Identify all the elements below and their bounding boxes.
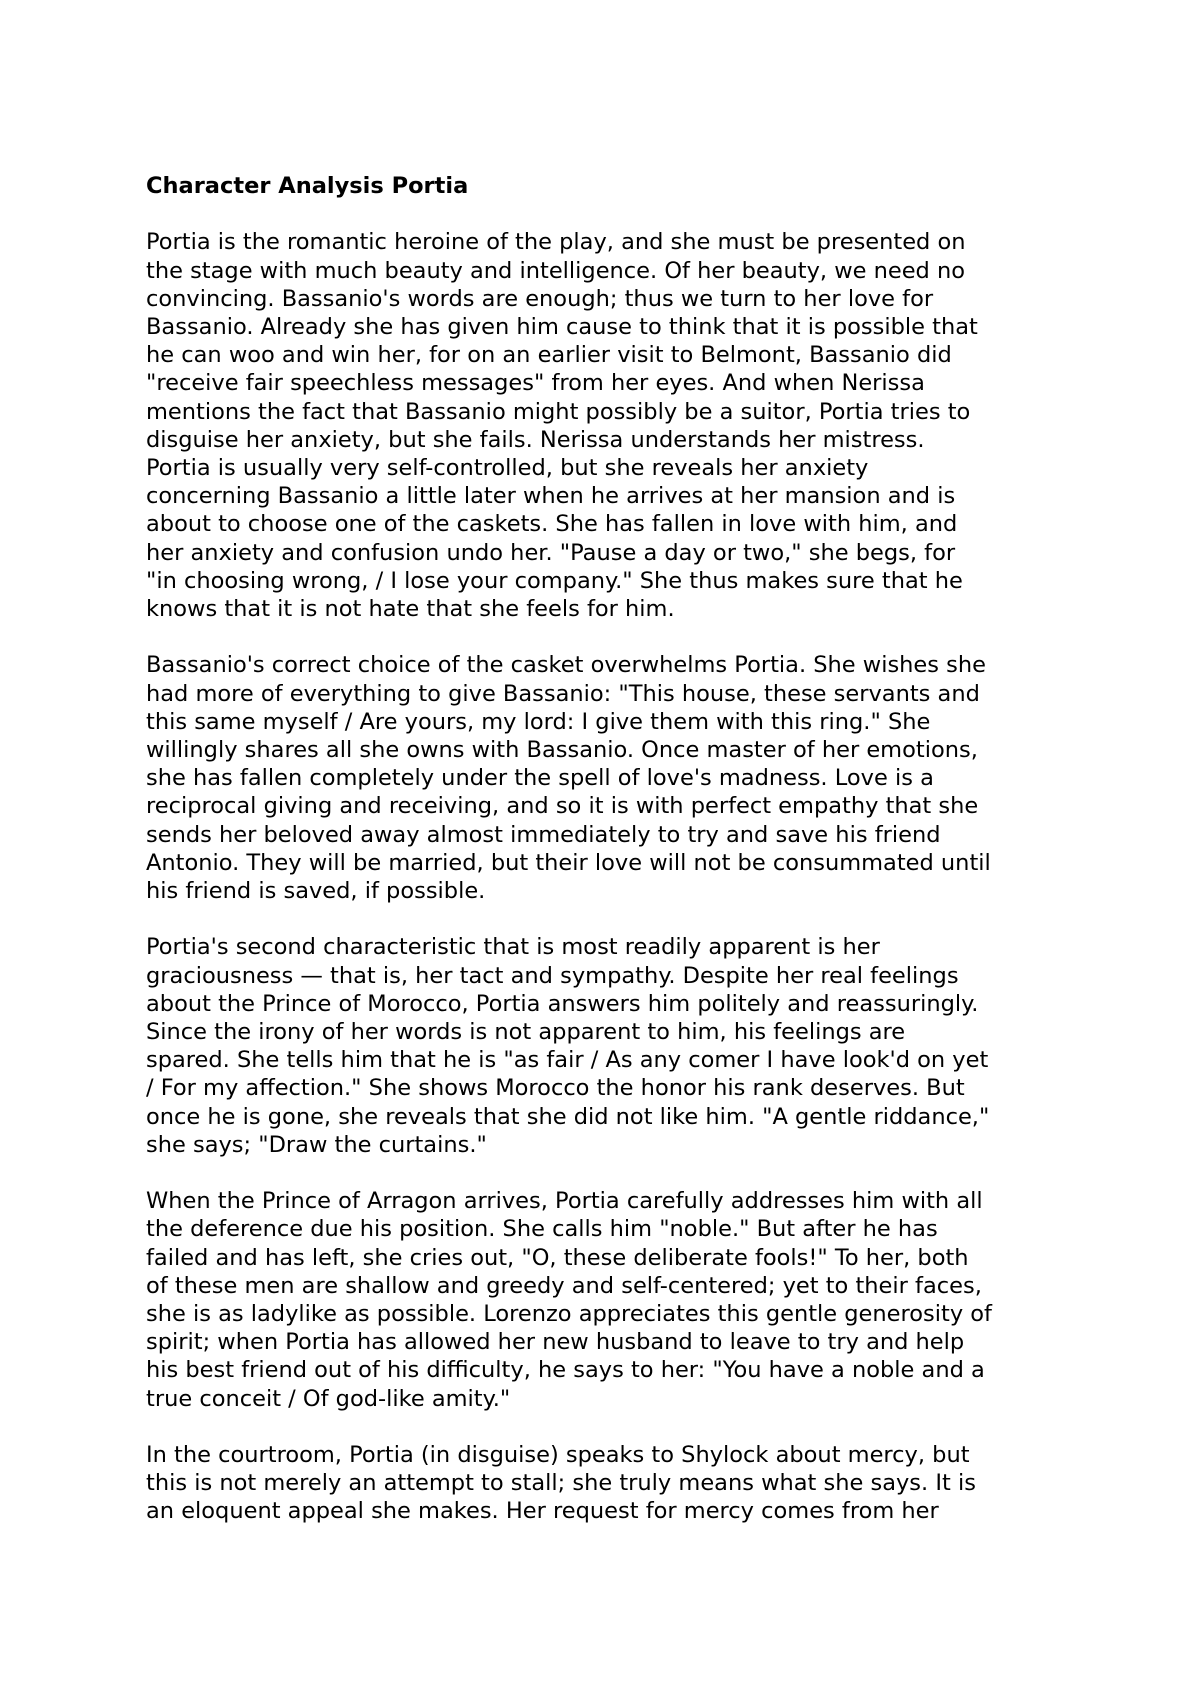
paragraph [146, 933, 1066, 1159]
paragraph-line: sends her beloved away almost immediately to try and save his friend [146, 821, 941, 848]
paragraph-line: In the courtroom, Portia (in disguise) speaks to Shylock about mercy, but [146, 1442, 970, 1469]
document-body [146, 172, 1066, 1526]
document-title: Character Analysis Portia [146, 173, 469, 199]
paragraph [146, 1441, 1066, 1526]
paragraph-line: When the Prince of Arragon arrives, Portia carefully addresses him with all [146, 1188, 983, 1215]
paragraph-line: once he is gone, she reveals that she did not like him. "A gentle riddance," [146, 1103, 990, 1130]
title-spacer [146, 200, 1066, 228]
paragraph-line: reciprocal giving and receiving, and so it is with perfect empathy that she [146, 793, 979, 820]
paragraph-line: spirit; when Portia has allowed her new husband to leave to try and help [146, 1329, 965, 1356]
paragraph-line: Portia's second characteristic that is most readily apparent is her [146, 934, 880, 961]
paragraph-line: this is not merely an attempt to stall; she truly means what she says. It is [146, 1470, 976, 1497]
paragraph-line: Antonio. They will be married, but their love will not be consummated until [146, 849, 991, 876]
paragraph-line: about to choose one of the caskets. She has fallen in love with him, and [146, 511, 958, 538]
paragraph-line: disguise her anxiety, but she fails. Nerissa understands her mistress. [146, 426, 925, 453]
paragraph [146, 1187, 1066, 1413]
paragraph-line: failed and has left, she cries out, "O, these deliberate fools!" To her, both [146, 1244, 969, 1271]
paragraph-line: true conceit / Of god-like amity." [146, 1385, 511, 1412]
paragraph [146, 228, 1066, 623]
paragraph-line: Bassanio's correct choice of the casket overwhelms Portia. She wishes she [146, 652, 986, 679]
paragraph-line: she says; "Draw the curtains." [146, 1131, 487, 1158]
paragraph-line: about the Prince of Morocco, Portia answers him politely and reassuringly. [146, 990, 979, 1017]
paragraph-line: this same myself / Are yours, my lord: I give them with this ring." She [146, 708, 931, 735]
paragraph-line: convincing. Bassanio's words are enough; thus we turn to her love for [146, 285, 934, 312]
paragraph-line: / For my affection." She shows Morocco the honor his rank deserves. But [146, 1075, 965, 1102]
paragraph-line: Portia is usually very self-controlled, but she reveals her anxiety [146, 455, 869, 482]
paragraph-line: had more of everything to give Bassanio: "This house, these servants and [146, 680, 980, 707]
paragraph-line: her anxiety and confusion undo her. "Pause a day or two," she begs, for [146, 539, 956, 566]
paragraph-line: willingly shares all she owns with Bassanio. Once master of her emotions, [146, 737, 978, 764]
paragraph-line: concerning Bassanio a little later when he arrives at her mansion and is [146, 483, 956, 510]
paragraph-line: knows that it is not hate that she feels for him. [146, 596, 675, 623]
paragraph-line: the stage with much beauty and intelligence. Of her beauty, we need no [146, 257, 966, 284]
paragraph-line: she is as ladylike as possible. Lorenzo appreciates this gentle generosity of [146, 1301, 992, 1328]
paragraph-line: "receive fair speechless messages" from her eyes. And when Nerissa [146, 370, 925, 397]
paragraph-list [146, 228, 1066, 1525]
paragraph-line: he can woo and win her, for on an earlier visit to Belmont, Bassanio did [146, 342, 952, 369]
paragraph-line: Portia is the romantic heroine of the play, and she must be presented on [146, 229, 966, 256]
paragraph-line: spared. She tells him that he is "as fair / As any comer I have look'd on yet [146, 1047, 989, 1074]
paragraph-line: Since the irony of her words is not apparent to him, his feelings are [146, 1019, 906, 1046]
paragraph-line: his friend is saved, if possible. [146, 878, 486, 905]
paragraph-line: she has fallen completely under the spell of love's madness. Love is a [146, 765, 934, 792]
paragraph-line: mentions the fact that Bassanio might possibly be a suitor, Portia tries to [146, 398, 971, 425]
paragraph-line: "in choosing wrong, / I lose your company." She thus makes sure that he [146, 567, 963, 594]
paragraph [146, 651, 1066, 905]
paragraph-line: the deference due his position. She calls him "noble." But after he has [146, 1216, 938, 1243]
paragraph-line: graciousness — that is, her tact and sympathy. Despite her real feelings [146, 962, 959, 989]
paragraph-line: his best friend out of his difficulty, he says to her: "You have a noble and a [146, 1357, 985, 1384]
paragraph-line: of these men are shallow and greedy and self-centered; yet to their faces, [146, 1272, 982, 1299]
paragraph-line: an eloquent appeal she makes. Her request for mercy comes from her [146, 1498, 939, 1525]
paragraph-line: Bassanio. Already she has given him cause to think that it is possible that [146, 314, 978, 340]
